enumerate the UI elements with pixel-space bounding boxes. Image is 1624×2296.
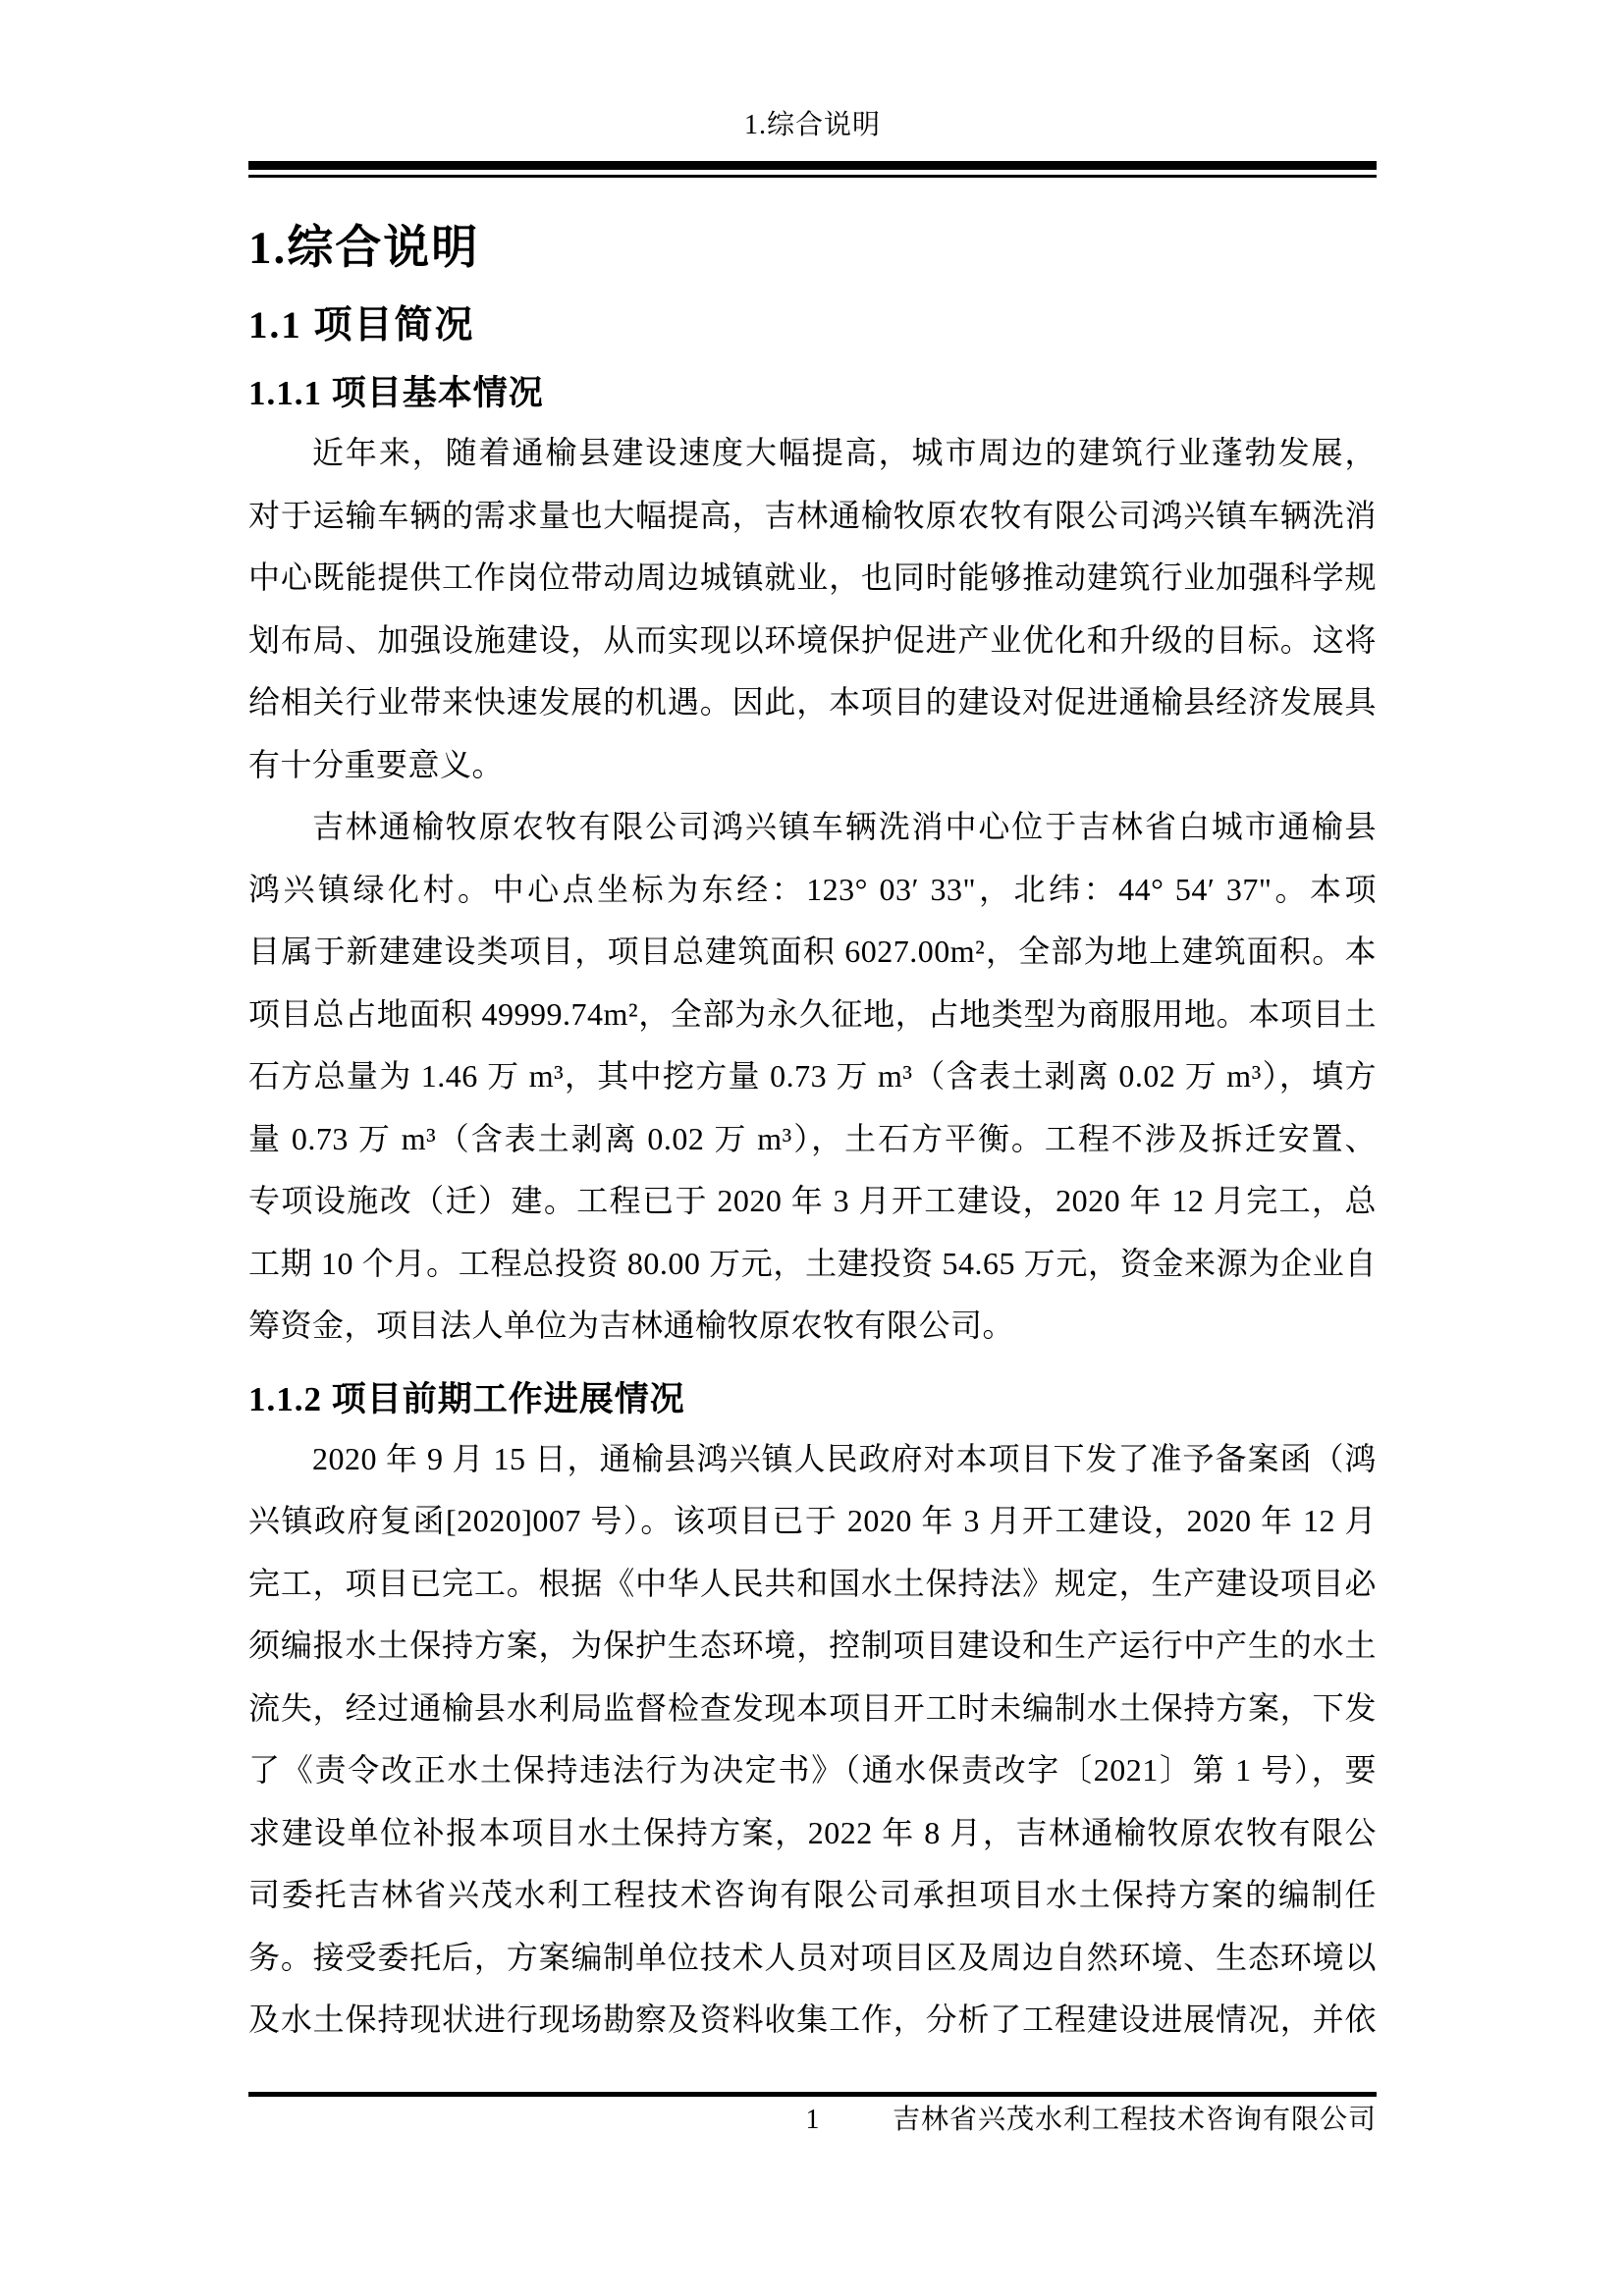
text-line: 项目总占地面积 49999.74m²，全部为永久征地，占地类型为商服用地。本项目土	[248, 995, 1377, 1032]
footer-row	[248, 2097, 1377, 2144]
page-footer	[248, 2092, 1377, 2144]
text-line: 划布局、加强设施建设，从而实现以环境保护促进产业优化和升级的目标。这将	[248, 621, 1377, 658]
text-line: 务。接受委托后，方案编制单位技术人员对项目区及周边自然环境、生态环境以	[248, 1939, 1377, 1975]
subsection-title: 1.1.1 项目基本情况	[248, 374, 544, 412]
document-body	[248, 214, 1377, 2052]
footer-company-name: 吉林省兴茂水利工程技术咨询有限公司	[892, 2105, 1377, 2135]
text-line: 吉林通榆牧原农牧有限公司鸿兴镇车辆洗消中心位于吉林省白城市通榆县	[312, 809, 1377, 844]
paragraph	[248, 1428, 1377, 2052]
text-line: 及水土保持现状进行现场勘察及资料收集工作，分析了工程建设进展情况，并依	[248, 2002, 1377, 2037]
section-title: 1.1 项目简况	[248, 304, 475, 347]
text-line: 对于运输车辆的需求量也大幅提高，吉林通榆牧原农牧有限公司鸿兴镇车辆洗消	[248, 497, 1377, 533]
subsection-title: 1.1.2 项目前期工作进展情况	[248, 1379, 685, 1418]
text-line: 筹资金，项目法人单位为吉林通榆牧原农牧有限公司。	[248, 1308, 1015, 1343]
text-line: 给相关行业带来快速发展的机遇。因此，本项目的建设对促进通榆县经济发展具	[248, 684, 1377, 720]
header-rule-thick	[248, 161, 1377, 170]
paragraph	[248, 796, 1377, 1358]
text-line: 了《责令改正水土保持违法行为决定书》（通水保责改字〔2021〕第 1 号），要	[248, 1752, 1377, 1788]
text-line: 兴镇政府复函[2020]007 号）。该项目已于 2020 年 3 月开工建设，2020 年 12 月	[248, 1503, 1377, 1538]
text-line: 完工，项目已完工。根据《中华人民共和国水土保持法》规定，生产建设项目必	[248, 1565, 1377, 1601]
text-line: 司委托吉林省兴茂水利工程技术咨询有限公司承担项目水土保持方案的编制任	[248, 1877, 1377, 1912]
text-line: 中心既能提供工作岗位带动周边城镇就业，也同时能够推动建筑行业加强科学规	[248, 560, 1377, 595]
text-line: 近年来，随着通榆县建设速度大幅提高，城市周边的建筑行业蓬勃发展，	[312, 435, 1377, 470]
text-line: 专项设施改（迁）建。工程已于 2020 年 3 月开工建设，2020 年 12 月完工，总	[248, 1183, 1377, 1218]
text-line: 目属于新建建设类项目，项目总建筑面积 6027.00m²，全部为地上建筑面积。本	[248, 934, 1377, 969]
running-header-title: 1.综合说明	[743, 110, 881, 140]
text-line: 工期 10 个月。工程总投资 80.00 万元，土建投资 54.65 万元，资金来源为企业自	[248, 1245, 1377, 1281]
chapter-title: 1.综合说明	[248, 223, 480, 274]
page-number: 1	[805, 2105, 820, 2135]
paragraph	[248, 422, 1377, 796]
header-rule-thin	[248, 175, 1377, 178]
text-line: 量 0.73 万 m³（含表土剥离 0.02 万 m³），土石方平衡。工程不涉及拆迁安置、	[248, 1120, 1377, 1156]
text-line: 石方总量为 1.46 万 m³，其中挖方量 0.73 万 m³（含表土剥离 0.02 万 m³），填方	[248, 1058, 1377, 1094]
text-line: 须编报水土保持方案，为保护生态环境，控制项目建设和生产运行中产生的水土	[248, 1628, 1377, 1663]
text-line: 流失，经过通榆县水利局监督检查发现本项目开工时未编制水土保持方案，下发	[248, 1689, 1377, 1726]
text-line: 2020 年 9 月 15 日，通榆县鸿兴镇人民政府对本项目下发了准予备案函（鸿	[312, 1440, 1377, 1476]
text-line: 有十分重要意义。	[248, 746, 505, 782]
content-column	[248, 0, 1377, 2052]
text-line: 求建设单位补报本项目水土保持方案，2022 年 8 月，吉林通榆牧原农牧有限公	[248, 1814, 1377, 1850]
text-line: 鸿兴镇绿化村。中心点坐标为东经：123° 03′ 33"，北纬：44° 54′ 37"。本项	[248, 871, 1377, 907]
